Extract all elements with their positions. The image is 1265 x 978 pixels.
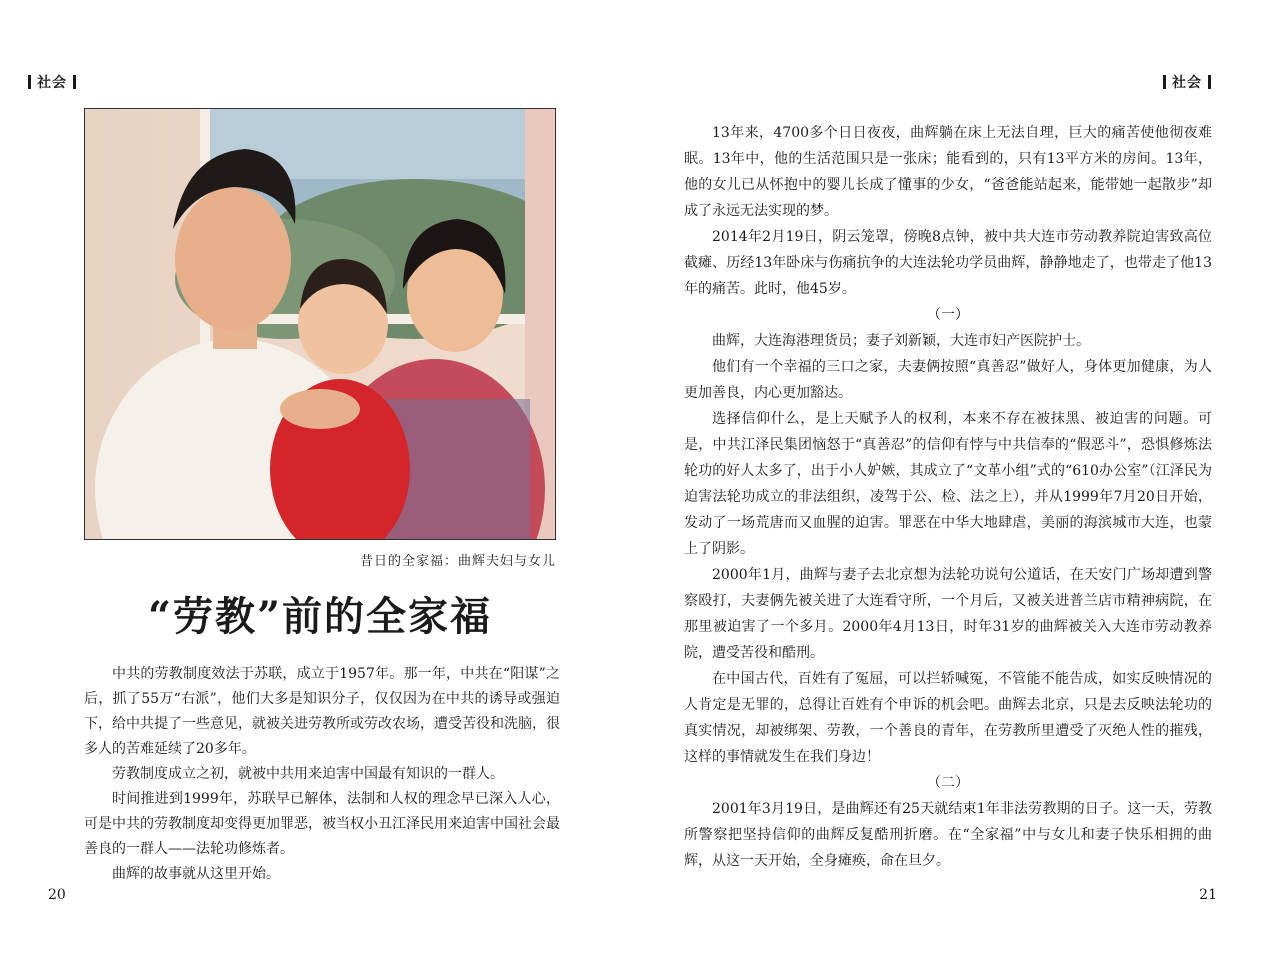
- section-number: （一）: [927, 307, 969, 323]
- paragraph: 他们有一个幸福的三口之家，夫妻俩按照“真善忍”做好人，身体更加健康，为人更加善良，内心更加豁达。: [684, 359, 1212, 401]
- right-page: [632, 0, 1265, 978]
- paragraph: 时间推进到1999年，苏联早已解体，法制和人权的理念早已深入人心，可是中共的劳教制度却变得更加罪恶，被当权小丑江泽民用来迫害中国社会最善良的一群人——法轮功修炼者。: [84, 791, 560, 857]
- page-number: 21: [1199, 887, 1217, 903]
- photo-caption: 昔日的全家福：曲辉夫妇与女儿: [359, 554, 556, 569]
- right-body-text: [684, 120, 1212, 874]
- section-bar: [28, 75, 31, 89]
- paragraph: 13年来，4700多个日日夜夜，曲辉躺在床上无法自理，巨大的痛苦使他彻夜难眠。13年中，他的生活范围只是一张床；能看到的，只有13平方米的房间。13年，他的女儿已从怀抱中的婴儿长成了懂事的少女，“爸爸能站起来，能带她一起散步”却成了永远无法实现的梦。: [684, 125, 1212, 219]
- section-tag: [1157, 72, 1217, 92]
- paragraph: 劳教制度成立之初，就被中共用来迫害中国最有知识的一群人。: [112, 766, 504, 782]
- article-headline: “劳教”前的全家福: [147, 593, 492, 640]
- paragraph: 2000年1月，曲辉与妻子去北京想为法轮功说句公道话，在天安门广场却遭到警察殴打，夫妻俩先被关进了大连看守所，一个月后，又被关进普兰店市精神病院，在那里被迫害了一个多月。2000年4月13日，时年31岁的曲辉被关入大连市劳动教养院，遭受苦役和酷刑。: [684, 567, 1212, 661]
- paragraph: 选择信仰什么，是上天赋予人的权利，本来不存在被抹黑、被迫害的问题。可是，中共江泽民集团恼怒于“真善忍”的信仰有悖与中共信奉的“假恶斗”，恐惧修炼法轮功的好人太多了，出于小人妒嫉，其成立了“文革小组”式的“610办公室”（江泽民为迫害法轮功成立的非法组织，凌驾于公、检、法之上），并从1999年7月20日开始，发动了一场荒唐而又血腥的迫害。罪恶在中华大地肆虐，美丽的海滨城市大连，也蒙上了阴影。: [684, 411, 1212, 557]
- section-bar: [1163, 75, 1166, 89]
- paragraph: 曲辉，大连海港理货员；妻子刘新颖，大连市妇产医院护士。: [712, 333, 1090, 349]
- page-number: 20: [48, 887, 66, 903]
- paragraph: 2014年2月19日，阴云笼罩，傍晚8点钟，被中共大连市劳动教养院迫害致高位截瘫、历经13年卧床与伤痛抗争的大连法轮功学员曲辉，静静地走了，也带走了他13年的痛苦。此时，他45岁。: [684, 229, 1212, 297]
- section-bar: [73, 75, 76, 89]
- paragraph: 在中国古代，百姓有了冤屈，可以拦轿喊冤，不管能不能告成，如实反映情况的人肯定是无罪的，总得让百姓有个申诉的机会吧。曲辉去北京，只是去反映法轮功的真实情况，却被绑架、劳教，一个善良的青年，在劳教所里遭受了灭绝人性的摧残，这样的事情就发生在我们身边！: [684, 671, 1212, 765]
- family-photo-illustration: [85, 109, 556, 540]
- paragraph: 2001年3月19日，是曲辉还有25天就结束1年非法劳教期的日子。这一天，劳教所警察把坚持信仰的曲辉反复酷刑折磨。在“全家福”中与女儿和妻子快乐相拥的曲辉，从这一天开始，全身瘫痪，命在旦夕。: [684, 801, 1212, 869]
- family-photo: [84, 108, 556, 540]
- left-page: [0, 0, 632, 978]
- section-label: 社会: [1172, 75, 1202, 91]
- section-tag: [22, 72, 82, 92]
- section-number: （二）: [927, 775, 969, 791]
- paragraph: 曲辉的故事就从这里开始。: [112, 866, 280, 882]
- section-label: 社会: [37, 75, 67, 91]
- left-body-text: [84, 662, 560, 887]
- section-bar: [1208, 75, 1211, 89]
- paragraph: 中共的劳教制度效法于苏联，成立于1957年。那一年，中共在“阳谋”之后，抓了55万“右派”，他们大多是知识分子，仅仅因为在中共的诱导或强迫下，给中共提了一些意见，就被关进劳教所或劳改农场，遭受苦役和洗脑，很多人的苦难延续了20多年。: [84, 666, 560, 757]
